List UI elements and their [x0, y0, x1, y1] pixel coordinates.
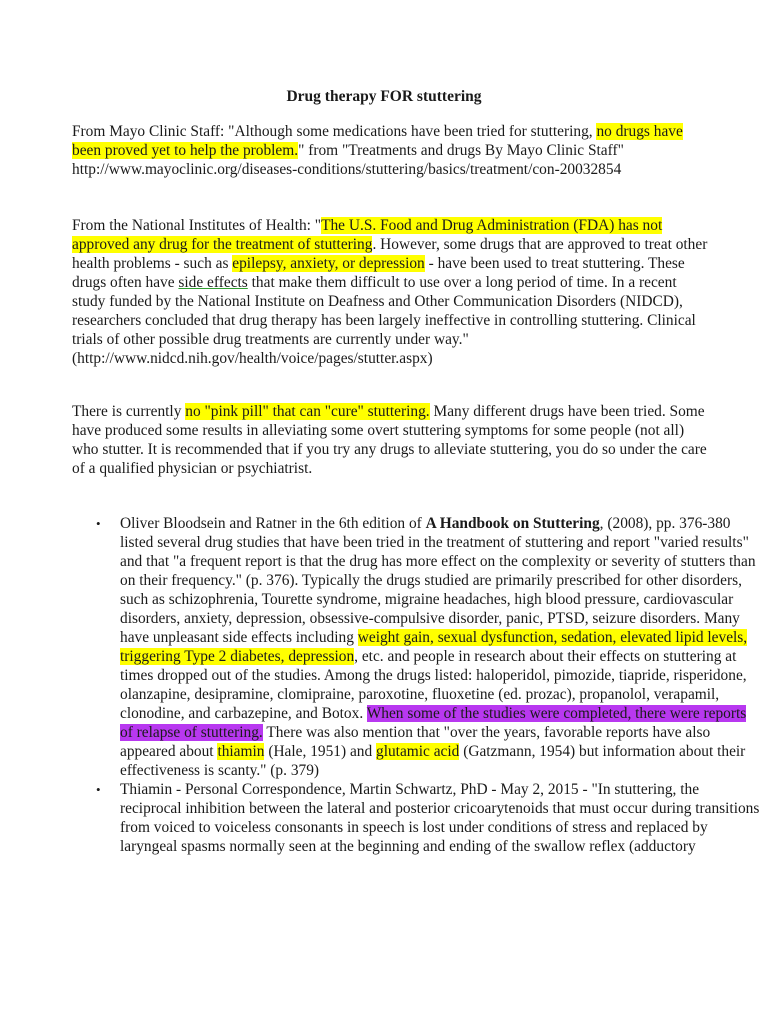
- mayo-paragraph: [72, 122, 712, 179]
- text: There was also mention that "over the years, favorable reports have also appeared about: [120, 724, 711, 760]
- text: , etc. and people in research about their effects on stuttering at times dropped out of the studies. Among the drugs listed: haloperidol, pimozide, tiapride, risperidone, olanzapine, desipramine, clomipraine, paroxotine, fluoxetine (ed. prozac), propanolol, verapamil, clonodine, and carbazepine, and Botox.: [120, 648, 747, 722]
- text: Many different drugs have been tried. Some have produced some results in alleviating some overt stuttering symptoms for some people (not all) who stutter. It is recommended that if you try any drugs to alleviate stuttering, you do so under the care of a qualified physician or psychiatrist.: [72, 403, 707, 477]
- text: - have been used to treat stuttering. These drugs often have: [72, 255, 685, 291]
- list-item: [96, 780, 760, 856]
- text: From Mayo Clinic Staff: "Although some medications have been tried for stuttering,: [72, 123, 597, 140]
- text: Thiamin - Personal Correspondence, Martin Schwartz, PhD - May 2, 2015 - "In stuttering, the reciprocal inhibition between the lateral and posterior cricoarytenoids that must occur during transitions from voiced to voiceless consonants in speech is lost under conditions of stress and replaced by laryngeal spasms normally seen at the beginning and ending of the swallow reflex (adductory: [120, 781, 760, 855]
- bullet-list: [72, 514, 760, 856]
- list-item: [96, 514, 760, 780]
- text: Oliver Bloodsein and Ratner in the 6th edition of: [120, 515, 426, 532]
- text: " from "Treatments and drugs By Mayo Clinic Staff" http://www.mayoclinic.org/diseases-conditions/stuttering/basics/treatment/con-20032854: [72, 142, 624, 178]
- pink-pill-paragraph: [72, 402, 712, 478]
- highlight: no "pink pill" that can "cure" stuttering.: [185, 403, 430, 420]
- highlight: epilepsy, anxiety, or depression: [232, 255, 425, 272]
- text: that make them difficult to use over a long period of time. In a recent study funded by the National Institute on Deafness and Other Communication Disorders (NIDCD), researchers concluded that drug therapy has been largely ineffective in controlling stuttering. Clinical trials of other possible drug treatments are currently under way." (http://www.nidcd.nih.gov/health/voice/pages/stutter.aspx): [72, 274, 696, 367]
- nih-paragraph: [72, 216, 712, 368]
- bullet-icon: •: [96, 516, 101, 531]
- text: There is currently: [72, 403, 186, 420]
- highlight: glutamic acid: [376, 743, 460, 760]
- page-title: Drug therapy FOR stuttering: [286, 88, 482, 105]
- highlight: thiamin: [217, 743, 265, 760]
- purple-highlight: When some of the studies were completed, there were reports of relapse of stuttering.: [120, 705, 747, 741]
- text: From the National Institutes of Health: ": [72, 217, 322, 234]
- text: (Gatzmann, 1954) but information about their effectiveness is scanty." (p. 379): [120, 743, 746, 779]
- underlined-text: side effects: [178, 274, 248, 291]
- highlight: no drugs have been proved yet to help the problem.: [72, 123, 683, 159]
- text: . However, some drugs that are approved to treat other health problems - such as: [72, 236, 708, 272]
- highlight: weight gain, sexual dysfunction, sedation, elevated lipid levels, triggering Type 2 diabetes, depression: [120, 629, 748, 665]
- book-title: A Handbook on Stuttering: [425, 515, 600, 532]
- bullet-icon: •: [96, 782, 101, 797]
- text: (Hale, 1951) and: [264, 743, 377, 760]
- text: , (2008), pp. 376-380 listed several drug studies that have been tried in the treatment of stuttering and report "varied results" and that "a frequent report is that the drug has more effect on the complexity or severity of stutters than on their frequency." (p. 376). Typically the drugs studied are primarily prescribed for other disorders, such as schizophrenia, Tourette syndrome, migraine headaches, high blood pressure, cardiovascular disorders, anxiety, depression, obsessive-compulsive disorder, panic, PTSD, seizure disorders. Many have unpleasant side effects including: [120, 515, 756, 646]
- highlight: The U.S. Food and Drug Administration (FDA) has not approved any drug for the treatment of stuttering: [72, 217, 663, 253]
